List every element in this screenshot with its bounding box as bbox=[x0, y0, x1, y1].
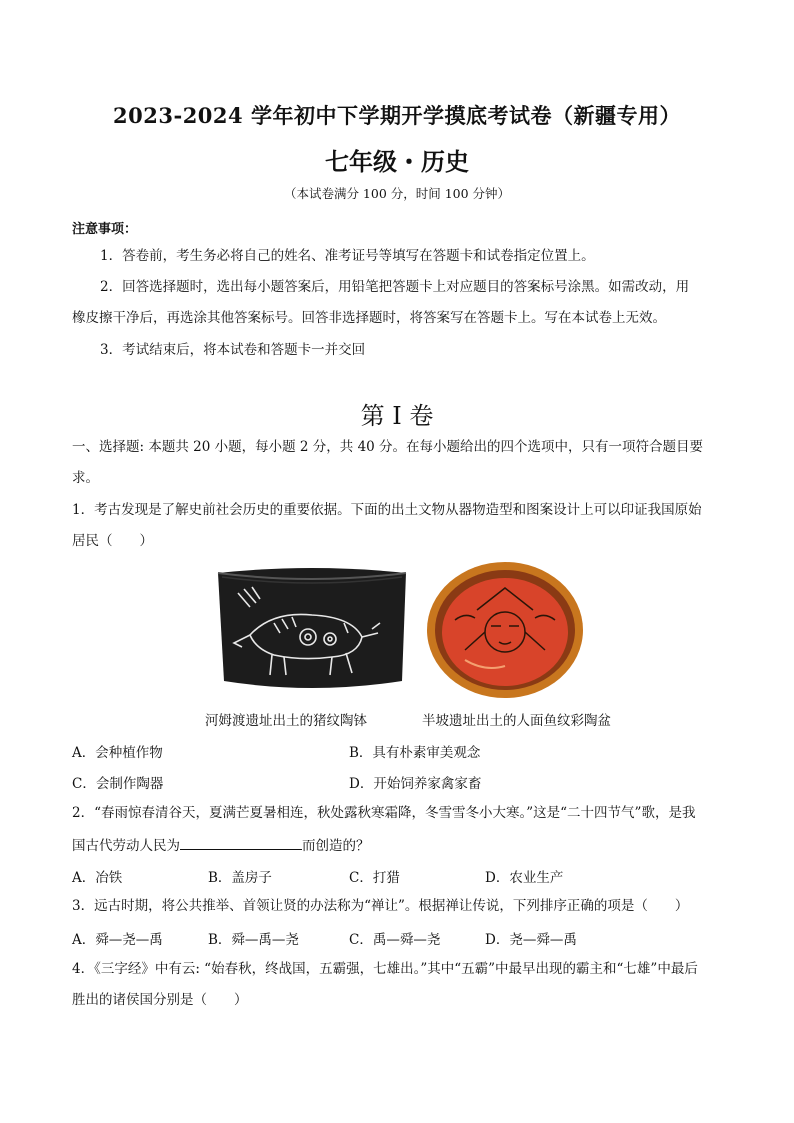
notice-item-2a: 2．回答选择题时，选出每小题答案后，用铅笔把答题卡上对应题目的答案标号涂黑。如需改动，用 bbox=[100, 279, 690, 295]
q2-option-b[interactable]: B．盖房子 bbox=[208, 870, 272, 886]
q2-answer-blank bbox=[180, 835, 302, 850]
section-intro-a: 一、选择题: 本题共 20 小题，每小题 2 分，共 40 分。在每小题给出的四个选项中，只有一项符合题目要 bbox=[72, 439, 704, 455]
score-note: （本试卷满分 100 分，时间 100 分钟） bbox=[283, 186, 511, 201]
q2-stem-b-post: 而创造的？ bbox=[302, 838, 370, 854]
q4-stem-b: 胜出的诸侯国分别是（ ） bbox=[72, 992, 248, 1008]
q2-option-c[interactable]: C．打猎 bbox=[349, 870, 400, 886]
q2-option-a[interactable]: A．冶铁 bbox=[72, 870, 123, 886]
q3-option-b[interactable]: B．舜—禹—尧 bbox=[208, 932, 299, 948]
notice-item-2b: 橡皮擦干净后，再选涂其他答案标号。回答非选择题时，将答案写在答题卡上。写在本试卷上无效。 bbox=[72, 310, 666, 326]
q3-stem: 3．远古时期，将公共推举、首领让贤的办法称为“禅让”。根据禅让传说，下列排序正确的项是（ ） bbox=[72, 898, 689, 914]
notice-item-1: 1．答卷前，考生务必将自己的姓名、准考证号等填写在答题卡和试卷指定位置上。 bbox=[100, 248, 595, 264]
q3-option-c[interactable]: C．禹—舜—尧 bbox=[349, 932, 441, 948]
q1-stem-b: 居民（ ） bbox=[72, 533, 153, 549]
notice-heading: 注意事项： bbox=[72, 222, 138, 237]
pig-pattern-bowl-image bbox=[212, 563, 412, 698]
q1-option-b[interactable]: B．具有朴素审美观念 bbox=[349, 745, 481, 761]
caption-fish-basin: 半坡遗址出土的人面鱼纹彩陶盆 bbox=[422, 713, 611, 729]
q1-option-c[interactable]: C．会制作陶器 bbox=[72, 776, 164, 792]
q1-option-a[interactable]: A．会种植作物 bbox=[72, 745, 163, 761]
exam-subtitle: 七年级・历史 bbox=[325, 147, 469, 176]
human-face-fish-basin-image bbox=[425, 560, 585, 700]
section-title: 第 I 卷 bbox=[360, 402, 434, 430]
q1-option-d[interactable]: D．开始饲养家禽家畜 bbox=[349, 776, 482, 792]
q1-stem-a: 1．考古发现是了解史前社会历史的重要依据。下面的出土文物从器物造型和图案设计上可以印证我国原始 bbox=[72, 502, 702, 518]
caption-pig-bowl: 河姆渡遗址出土的猪纹陶钵 bbox=[205, 713, 367, 729]
section-intro-b: 求。 bbox=[72, 470, 99, 486]
q2-stem-a: 2．“春雨惊春清谷天，夏满芒夏暑相连，秋处露秋寒霜降，冬雪雪冬小大寒。”这是“二十四节气”歌，是我 bbox=[72, 805, 696, 821]
q2-stem-b-pre: 国古代劳动人民为 bbox=[72, 838, 180, 854]
q2-option-d[interactable]: D．农业生产 bbox=[485, 870, 564, 886]
exam-title: 2023-2024 学年初中下学期开学摸底考试卷（新疆专用） bbox=[113, 103, 681, 128]
q3-option-d[interactable]: D．尧—舜—禹 bbox=[485, 932, 577, 948]
q4-stem-a: 4．《三字经》中有云: “始春秋，终战国，五霸强，七雄出。”其中“五霸”中最早出现的霸主和“七雄”中最后 bbox=[72, 961, 698, 977]
q2-stem-b bbox=[72, 835, 724, 855]
q3-option-a[interactable]: A．舜—尧—禹 bbox=[72, 932, 163, 948]
notice-item-3: 3．考试结束后，将本试卷和答题卡一并交回 bbox=[100, 342, 366, 358]
